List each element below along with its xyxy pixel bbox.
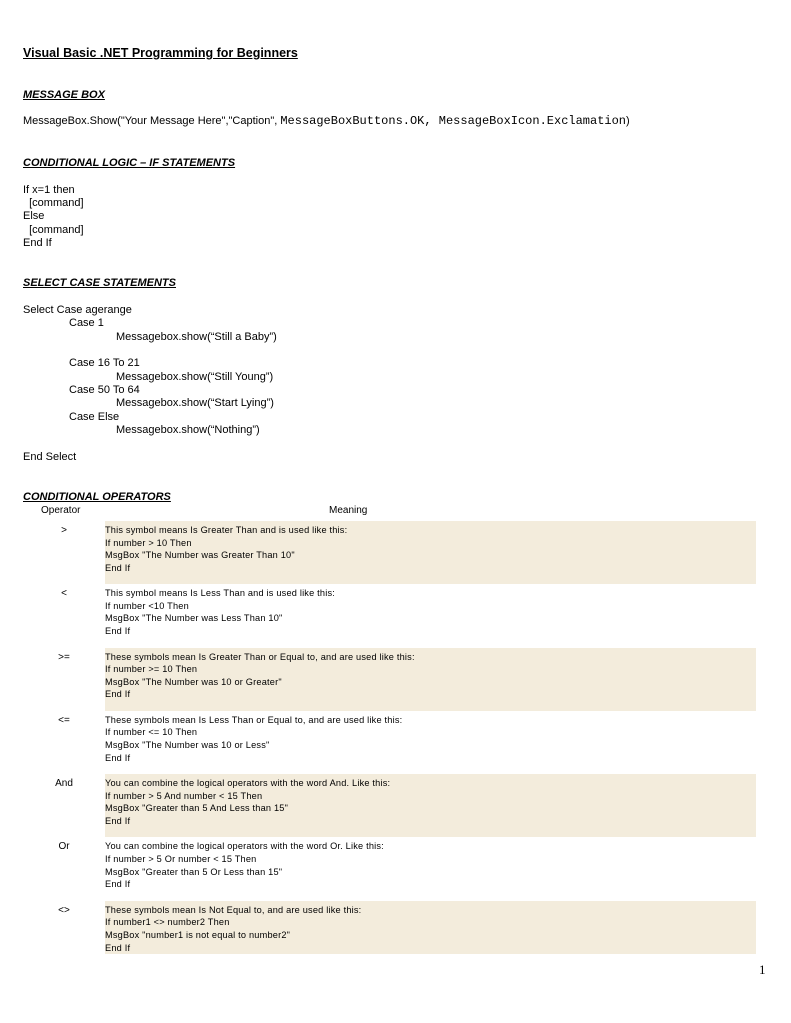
operator-description (105, 584, 756, 647)
description-line: This symbol means Is Less Than and is used like this: (105, 588, 336, 599)
code-line: MsgBox "The Number was Greater Than 10" (105, 550, 295, 561)
if-command-line: [command] (23, 197, 84, 209)
operator-row (23, 521, 756, 584)
operator-description (105, 711, 756, 774)
operator-row (23, 711, 756, 774)
case-2-line: Case 16 To 21 (69, 357, 140, 369)
operator-row (23, 774, 756, 837)
if-line: If x=1 then (23, 184, 75, 196)
message-box-code-mono: MessageBoxButtons.OK, MessageBoxIcon.Exclamation (280, 114, 626, 128)
code-line: MsgBox "The Number was 10 or Greater" (105, 676, 282, 687)
operator-description (105, 648, 756, 711)
operator-symbol: >= (58, 651, 70, 663)
code-line: MsgBox "Greater than 5 And Less than 15" (105, 803, 289, 814)
code-line: End If (105, 689, 131, 700)
case-1-line: Case 1 (69, 317, 104, 329)
code-line: If number <10 Then (105, 600, 189, 611)
code-line: MsgBox "The Number was 10 or Less" (105, 740, 270, 751)
code-line: End If (105, 752, 131, 763)
end-select-line: End Select (23, 451, 77, 463)
code-line: If number > 5 Or number < 15 Then (105, 854, 257, 865)
code-line: If number > 5 And number < 15 Then (105, 790, 263, 801)
case-2-command: Messagebox.show(“Still Young”) (116, 371, 274, 383)
operator-description (105, 774, 756, 837)
operator-row (23, 648, 756, 711)
message-box-code (23, 115, 630, 128)
operator-row (23, 584, 756, 647)
else-line: Else (23, 210, 45, 222)
operator-row (23, 837, 756, 900)
case-3-line: Case 50 To 64 (69, 384, 140, 396)
select-case-heading: SELECT CASE STATEMENTS (23, 277, 176, 289)
case-3-command: Messagebox.show(“Start Lying”) (116, 397, 274, 409)
operators-heading: CONDITIONAL OPERATORS (23, 491, 171, 503)
operator-symbol: Or (58, 841, 70, 853)
description-line: You can combine the logical operators with the word And. Like this: (105, 778, 391, 789)
if-statements-heading: CONDITIONAL LOGIC – IF STATEMENTS (23, 157, 236, 169)
case-else-line: Case Else (69, 411, 120, 423)
case-1-command: Messagebox.show(“Still a Baby”) (116, 331, 277, 343)
page-number: 1 (759, 962, 766, 977)
operator-row (23, 901, 756, 954)
code-line: End If (105, 562, 131, 573)
operator-symbol: < (61, 588, 67, 600)
code-line: If number > 10 Then (105, 537, 192, 548)
operator-description (105, 837, 756, 900)
operators-table (23, 521, 756, 954)
operator-symbol: And (55, 778, 73, 790)
case-else-command: Messagebox.show(“Nothing”) (116, 424, 260, 436)
operator-column-header: Operator (41, 505, 81, 516)
document-title: Visual Basic .NET Programming for Beginners (23, 46, 298, 60)
operator-symbol: <= (58, 714, 70, 726)
code-line: End If (105, 626, 131, 637)
code-line: MsgBox "Greater than 5 Or Less than 15" (105, 866, 283, 877)
description-line: This symbol means Is Greater Than and is used like this: (105, 525, 348, 535)
description-line: These symbols mean Is Less Than or Equal to, and are used like this: (105, 714, 403, 725)
message-box-code-suffix: ) (626, 115, 630, 127)
code-line: MsgBox "number1 is not equal to number2" (105, 929, 291, 940)
description-line: These symbols mean Is Not Equal to, and are used like this: (105, 904, 362, 915)
code-line: If number <= 10 Then (105, 727, 198, 738)
message-box-heading: MESSAGE BOX (23, 89, 105, 101)
end-if-line: End If (23, 237, 52, 249)
else-command-line: [command] (23, 224, 84, 236)
operator-description (105, 521, 756, 584)
meaning-column-header: Meaning (329, 505, 368, 516)
code-line: End If (105, 942, 131, 953)
code-line: End If (105, 815, 131, 826)
code-line: If number >= 10 Then (105, 664, 198, 675)
code-line: If number1 <> number2 Then (105, 917, 230, 928)
description-line: These symbols mean Is Greater Than or Equal to, and are used like this: (105, 651, 415, 662)
code-line: End If (105, 879, 131, 890)
operator-symbol: <> (58, 904, 70, 916)
code-line: MsgBox "The Number was Less Than 10" (105, 613, 283, 624)
select-case-line: Select Case agerange (23, 304, 132, 316)
message-box-code-prefix: MessageBox.Show("Your Message Here","Caption", (23, 115, 281, 127)
description-line: You can combine the logical operators with the word Or. Like this: (105, 841, 384, 852)
operator-symbol: > (61, 525, 67, 536)
operator-description (105, 901, 756, 954)
